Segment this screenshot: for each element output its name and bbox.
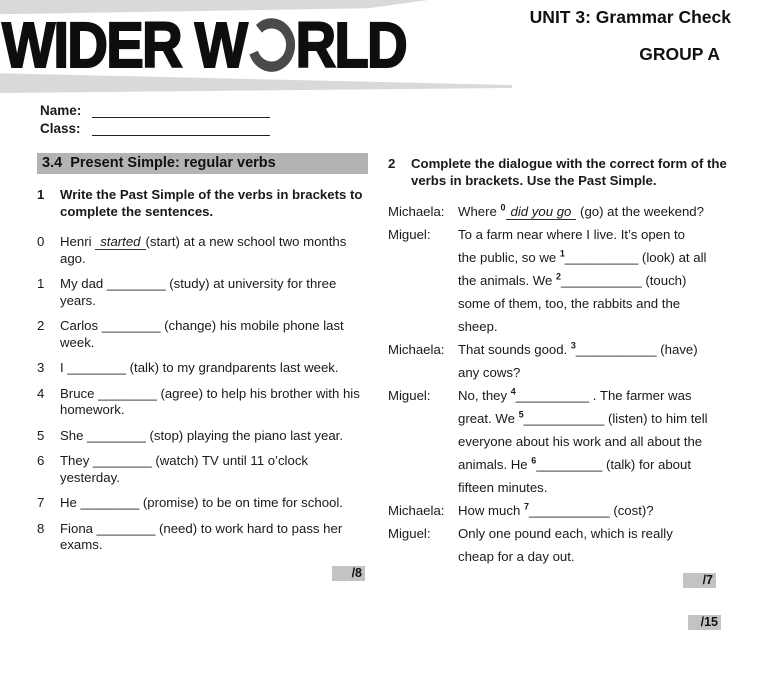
dialogue-text: animals. He $^6$_________ (talk) for about	[458, 455, 692, 472]
item-number: 5	[37, 427, 45, 443]
speaker-name: Michaela:	[388, 503, 445, 518]
dialogue-text: Where $^0$ did you go (go) at the weekend?	[458, 202, 704, 219]
speaker-name	[388, 315, 458, 338]
speaker-name: Miguel:	[388, 388, 431, 403]
speaker-name	[388, 476, 458, 499]
name-label: Name:	[40, 103, 82, 118]
item-number: 2	[37, 318, 45, 333]
speaker-name	[388, 292, 458, 315]
name-row	[40, 102, 270, 118]
dialogue-text: sheep.	[458, 319, 498, 334]
dialogue-line	[388, 223, 740, 246]
total-score-box: /15	[688, 615, 721, 630]
dialogue-line	[388, 269, 740, 292]
logo-o-swoosh-icon	[247, 17, 295, 73]
dialogue-line	[388, 453, 740, 476]
list-item	[37, 234, 368, 267]
total-score-row	[388, 615, 740, 630]
dialogue-line	[388, 476, 740, 499]
exercise1-number: 1	[37, 187, 45, 202]
header-banner	[0, 0, 771, 96]
speaker-name	[388, 361, 458, 384]
student-info-block	[40, 102, 270, 138]
speaker-name	[388, 269, 458, 292]
class-fill-line	[92, 122, 270, 136]
speaker-name	[388, 246, 458, 269]
dialogue-line	[388, 338, 740, 361]
dialogue-text: Only one pound each, which is really	[458, 526, 673, 541]
exercise2-score-row	[388, 573, 740, 588]
example-answer: started	[95, 234, 145, 250]
list-item	[37, 428, 368, 445]
unit-title: UNIT 3: Grammar Check	[529, 7, 731, 27]
speaker-name: Michaela:	[388, 342, 445, 357]
speaker-name: Miguel:	[388, 526, 431, 541]
dialogue-line	[388, 545, 740, 568]
item-number: 1	[37, 276, 45, 291]
item-number: 6	[37, 453, 45, 468]
logo-text-left: WIDER W	[2, 9, 247, 81]
dialogue-line	[388, 499, 740, 522]
item-text: Henri started (start) at a new school two months ago.	[60, 234, 347, 266]
speaker-name	[388, 407, 458, 430]
list-item	[37, 495, 368, 512]
exercise2-instructions: Complete the dialogue with the correct form of the verbs in brackets. Use the Past Simple.	[411, 156, 727, 188]
dialogue-text: some of them, too, the rabbits and the	[458, 296, 681, 311]
dialogue-text: great. We $^5$___________ (listen) to him tell	[458, 409, 708, 426]
item-text: He ________ (promise) to be on time for school.	[60, 495, 343, 510]
dialogue-text: everyone about his work and all about the	[458, 434, 703, 449]
dialogue-text: How much $^7$___________ (cost)?	[458, 501, 654, 518]
item-text: Carlos ________ (change) his mobile phone last week.	[60, 318, 344, 350]
list-item	[37, 453, 368, 486]
list-item	[37, 360, 368, 377]
dialogue-text: the animals. We $^2$___________ (touch)	[458, 271, 687, 288]
item-number: 3	[37, 360, 45, 375]
speaker-name	[388, 545, 458, 568]
item-text: My dad ________ (study) at university for three years.	[60, 276, 337, 308]
exercise2-score-box: /7	[683, 573, 716, 588]
dialogue-text: any cows?	[458, 365, 521, 380]
dialogue-line	[388, 200, 740, 223]
exercise1-column	[37, 153, 368, 581]
item-text: I ________ (talk) to my grandparents last week.	[60, 360, 339, 375]
list-item	[37, 386, 368, 419]
dialogue-line	[388, 361, 740, 384]
group-label: GROUP A	[639, 44, 720, 64]
name-fill-line	[92, 104, 270, 118]
dialogue-line	[388, 384, 740, 407]
exercise1-instructions: Write the Past Simple of the verbs in brackets to complete the sentences.	[60, 187, 363, 219]
item-number: 8	[37, 520, 45, 536]
dialogue-line	[388, 522, 740, 545]
class-label: Class:	[40, 121, 81, 136]
exercise1-score-row	[37, 566, 368, 581]
dialogue-text: the public, so we $^1$__________ (look) at all	[458, 248, 707, 265]
item-number: 0	[37, 234, 45, 249]
exercise1-score-box: /8	[332, 566, 365, 581]
exercise1-heading	[37, 186, 368, 220]
dialogue-text: To a farm near where I live. It’s open to	[458, 227, 685, 242]
dialogue-line	[388, 292, 740, 315]
dialogue-text: No, they $^4$__________ . The farmer was	[458, 386, 692, 403]
list-item	[37, 276, 368, 309]
speaker-name: Miguel:	[388, 227, 431, 242]
dialogue-line	[388, 315, 740, 338]
logo-text-right: RLD	[295, 9, 406, 81]
dialogue-line	[388, 430, 740, 453]
dialogue-text: That sounds good. $^3$___________ (have)	[458, 340, 698, 357]
item-text: Fiona ________ (need) to work hard to pass her exams.	[60, 520, 343, 552]
section-title-bar: 3.4 Present Simple: regular verbs	[37, 153, 368, 174]
speaker-name: Michaela:	[388, 204, 445, 219]
list-item	[37, 318, 368, 351]
exercise2-column	[388, 155, 740, 630]
exercise2-number: 2	[388, 156, 396, 171]
dialogue-line	[388, 246, 740, 269]
item-number: 4	[37, 385, 45, 401]
example-answer: did you go	[506, 204, 577, 220]
item-text: She ________ (stop) playing the piano last year.	[60, 427, 343, 443]
wider-world-logo	[2, 9, 406, 81]
item-text: Bruce ________ (agree) to help his brother with his homework.	[60, 385, 360, 417]
dialogue-text: fifteen minutes.	[458, 480, 548, 495]
item-number: 7	[37, 495, 45, 510]
item-text: They ________ (watch) TV until 11 o’clock yesterday.	[60, 453, 309, 485]
speaker-name	[388, 453, 458, 476]
exercise2-heading	[388, 155, 740, 189]
speaker-name	[388, 430, 458, 453]
list-item	[37, 521, 368, 554]
dialogue	[388, 200, 740, 568]
dialogue-line	[388, 407, 740, 430]
dialogue-text: cheap for a day out.	[458, 549, 575, 564]
class-row	[40, 120, 270, 136]
